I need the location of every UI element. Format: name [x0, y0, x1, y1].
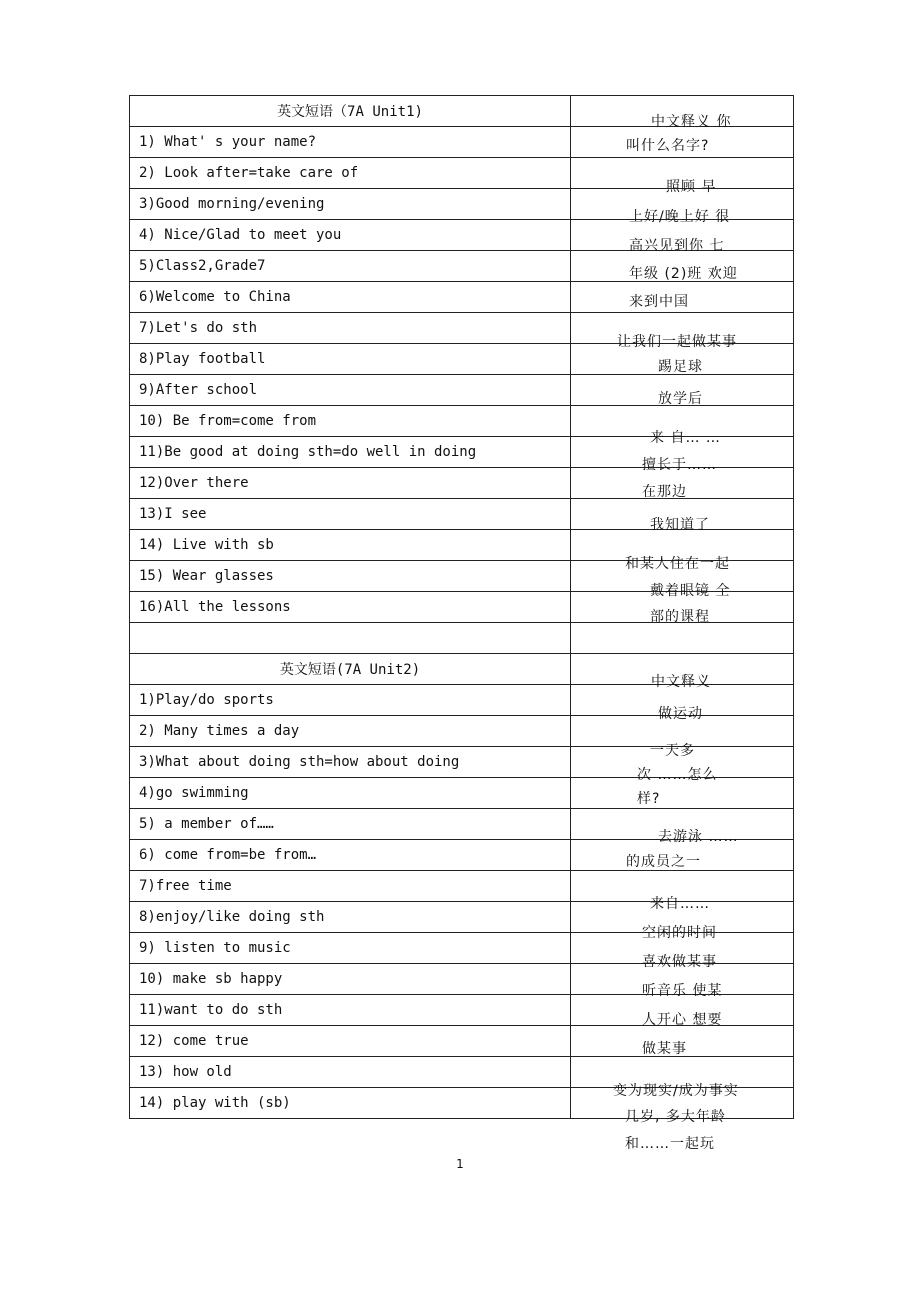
table-row [130, 344, 794, 375]
english-phrase: 3)What about doing sth=how about doing [130, 747, 571, 778]
english-phrase: 14) play with (sb) [130, 1088, 571, 1119]
chinese-meaning-line: 放学后 [658, 391, 703, 407]
header-english-phrase: 英文短语（7A Unit1) [130, 96, 571, 127]
chinese-meaning-line: 年级 (2)班 欢迎 [629, 266, 738, 282]
table-row [130, 902, 794, 933]
chinese-meaning-line: 空闲的时间 [642, 925, 717, 941]
chinese-cell [571, 344, 794, 375]
table-row [130, 716, 794, 747]
english-phrase: 4) Nice/Glad to meet you [130, 220, 571, 251]
chinese-cell [571, 406, 794, 437]
blank-separator-row [130, 623, 794, 654]
english-phrase: 7)Let's do sth [130, 313, 571, 344]
english-phrase: 13) how old [130, 1057, 571, 1088]
chinese-cell [571, 313, 794, 344]
phrase-table [129, 95, 794, 1119]
table-row [130, 561, 794, 592]
chinese-meaning-line: 变为现实/成为事实 [613, 1083, 739, 1099]
english-phrase: 8)enjoy/like doing sth [130, 902, 571, 933]
table-row [130, 468, 794, 499]
english-phrase: 16)All the lessons [130, 592, 571, 623]
chinese-cell [571, 747, 794, 778]
english-phrase: 11)Be good at doing sth=do well in doing [130, 437, 571, 468]
chinese-meaning-line: 来 自… … [650, 430, 721, 446]
english-phrase: 2) Many times a day [130, 716, 571, 747]
chinese-meaning-line: 听音乐 使某 [642, 983, 723, 999]
english-phrase: 5) a member of…… [130, 809, 571, 840]
chinese-meaning-line: 一天多 [650, 743, 695, 759]
chinese-meaning-line: 高兴见到你 七 [629, 238, 725, 254]
english-phrase: 15) Wear glasses [130, 561, 571, 592]
chinese-cell [571, 685, 794, 716]
chinese-meaning-line: 踢足球 [658, 359, 703, 375]
english-phrase: 14) Live with sb [130, 530, 571, 561]
chinese-cell [571, 127, 794, 158]
chinese-cell [571, 716, 794, 747]
chinese-cell [571, 1057, 794, 1088]
chinese-cell [571, 871, 794, 902]
chinese-cell [571, 499, 794, 530]
chinese-meaning-line: 来自…… [650, 896, 710, 912]
chinese-meaning-line: 去游泳 …… [658, 829, 739, 845]
table-row [130, 592, 794, 623]
english-phrase: 13)I see [130, 499, 571, 530]
table-row [130, 127, 794, 158]
chinese-meaning-line: 照顾 早 [666, 179, 717, 195]
chinese-cell [571, 282, 794, 313]
english-phrase: 12)Over there [130, 468, 571, 499]
table-row [130, 964, 794, 995]
chinese-meaning-line: 上好/晚上好 很 [629, 209, 731, 225]
table-header-row [130, 96, 794, 127]
chinese-meaning-line: 在那边 [642, 484, 687, 500]
chinese-cell [571, 437, 794, 468]
chinese-meaning-line: 和某人住在一起 [625, 556, 730, 572]
page-number: 1 [456, 1157, 464, 1171]
header-chinese-meaning-unit1: 中文释义 你 [651, 114, 732, 130]
chinese-meaning-line: 做运动 [658, 706, 703, 722]
table-row [130, 282, 794, 313]
table-row [130, 1057, 794, 1088]
chinese-meaning-line: 次 ……怎么 [637, 767, 718, 783]
table-row [130, 685, 794, 716]
chinese-meaning-line: 让我们一起做某事 [617, 334, 737, 350]
english-phrase: 8)Play football [130, 344, 571, 375]
table-row [130, 406, 794, 437]
chinese-meaning-line: 几岁, 多大年龄 [625, 1109, 726, 1125]
table-row [130, 995, 794, 1026]
chinese-meaning-line: 擅长于…… [642, 457, 717, 473]
chinese-meaning-line: 叫什么名字? [626, 138, 710, 154]
english-phrase: 2) Look after=take care of [130, 158, 571, 189]
english-phrase: 6) come from=be from… [130, 840, 571, 871]
chinese-meaning-line: 的成员之一 [626, 854, 701, 870]
chinese-cell [571, 530, 794, 561]
table-row [130, 437, 794, 468]
chinese-cell [571, 592, 794, 623]
table-row [130, 313, 794, 344]
table-row [130, 1026, 794, 1057]
english-phrase [130, 623, 571, 654]
chinese-cell [571, 1088, 794, 1119]
table-row [130, 251, 794, 282]
chinese-cell [571, 561, 794, 592]
chinese-meaning-line: 人开心 想要 [642, 1012, 723, 1028]
table-row [130, 499, 794, 530]
english-phrase: 4)go swimming [130, 778, 571, 809]
table-row [130, 778, 794, 809]
table-row [130, 530, 794, 561]
chinese-meaning-line: 来到中国 [629, 294, 689, 310]
chinese-cell [571, 964, 794, 995]
chinese-cell [571, 158, 794, 189]
english-phrase: 10) make sb happy [130, 964, 571, 995]
chinese-cell [571, 840, 794, 871]
english-phrase: 9) listen to music [130, 933, 571, 964]
chinese-meaning-line: 喜欢做某事 [642, 954, 717, 970]
english-phrase: 6)Welcome to China [130, 282, 571, 313]
chinese-cell [571, 778, 794, 809]
table-row [130, 375, 794, 406]
english-phrase: 9)After school [130, 375, 571, 406]
chinese-cell [571, 933, 794, 964]
english-phrase: 12) come true [130, 1026, 571, 1057]
table-row [130, 809, 794, 840]
chinese-cell [571, 251, 794, 282]
english-phrase: 1)Play/do sports [130, 685, 571, 716]
chinese-meaning-line: 和……一起玩 [625, 1136, 715, 1152]
table-row [130, 840, 794, 871]
chinese-meaning-line: 我知道了 [650, 517, 710, 533]
header-english-phrase: 英文短语(7A Unit2) [130, 654, 571, 685]
table-row [130, 189, 794, 220]
chinese-meaning-line: 做某事 [642, 1041, 687, 1057]
chinese-cell [571, 623, 794, 654]
english-phrase: 3)Good morning/evening [130, 189, 571, 220]
chinese-cell [571, 809, 794, 840]
chinese-cell [571, 375, 794, 406]
english-phrase: 5)Class2,Grade7 [130, 251, 571, 282]
chinese-cell [571, 189, 794, 220]
header-chinese-meaning [571, 654, 794, 685]
table-header-row [130, 654, 794, 685]
table-row [130, 1088, 794, 1119]
chinese-cell [571, 902, 794, 933]
english-phrase: 1) What' s your name? [130, 127, 571, 158]
header-chinese-meaning [571, 96, 794, 127]
table-row [130, 747, 794, 778]
english-phrase: 10) Be from=come from [130, 406, 571, 437]
chinese-cell [571, 220, 794, 251]
table-row [130, 220, 794, 251]
table-row [130, 933, 794, 964]
chinese-meaning-line: 戴着眼镜 全 [650, 583, 731, 599]
header-chinese-meaning-unit2: 中文释义 [651, 674, 711, 690]
chinese-cell [571, 1026, 794, 1057]
chinese-meaning-line: 部的课程 [650, 609, 710, 625]
table-row [130, 158, 794, 189]
chinese-meaning-line: 样? [637, 791, 661, 807]
table-row [130, 871, 794, 902]
chinese-cell [571, 995, 794, 1026]
chinese-cell [571, 468, 794, 499]
english-phrase: 7)free time [130, 871, 571, 902]
english-phrase: 11)want to do sth [130, 995, 571, 1026]
